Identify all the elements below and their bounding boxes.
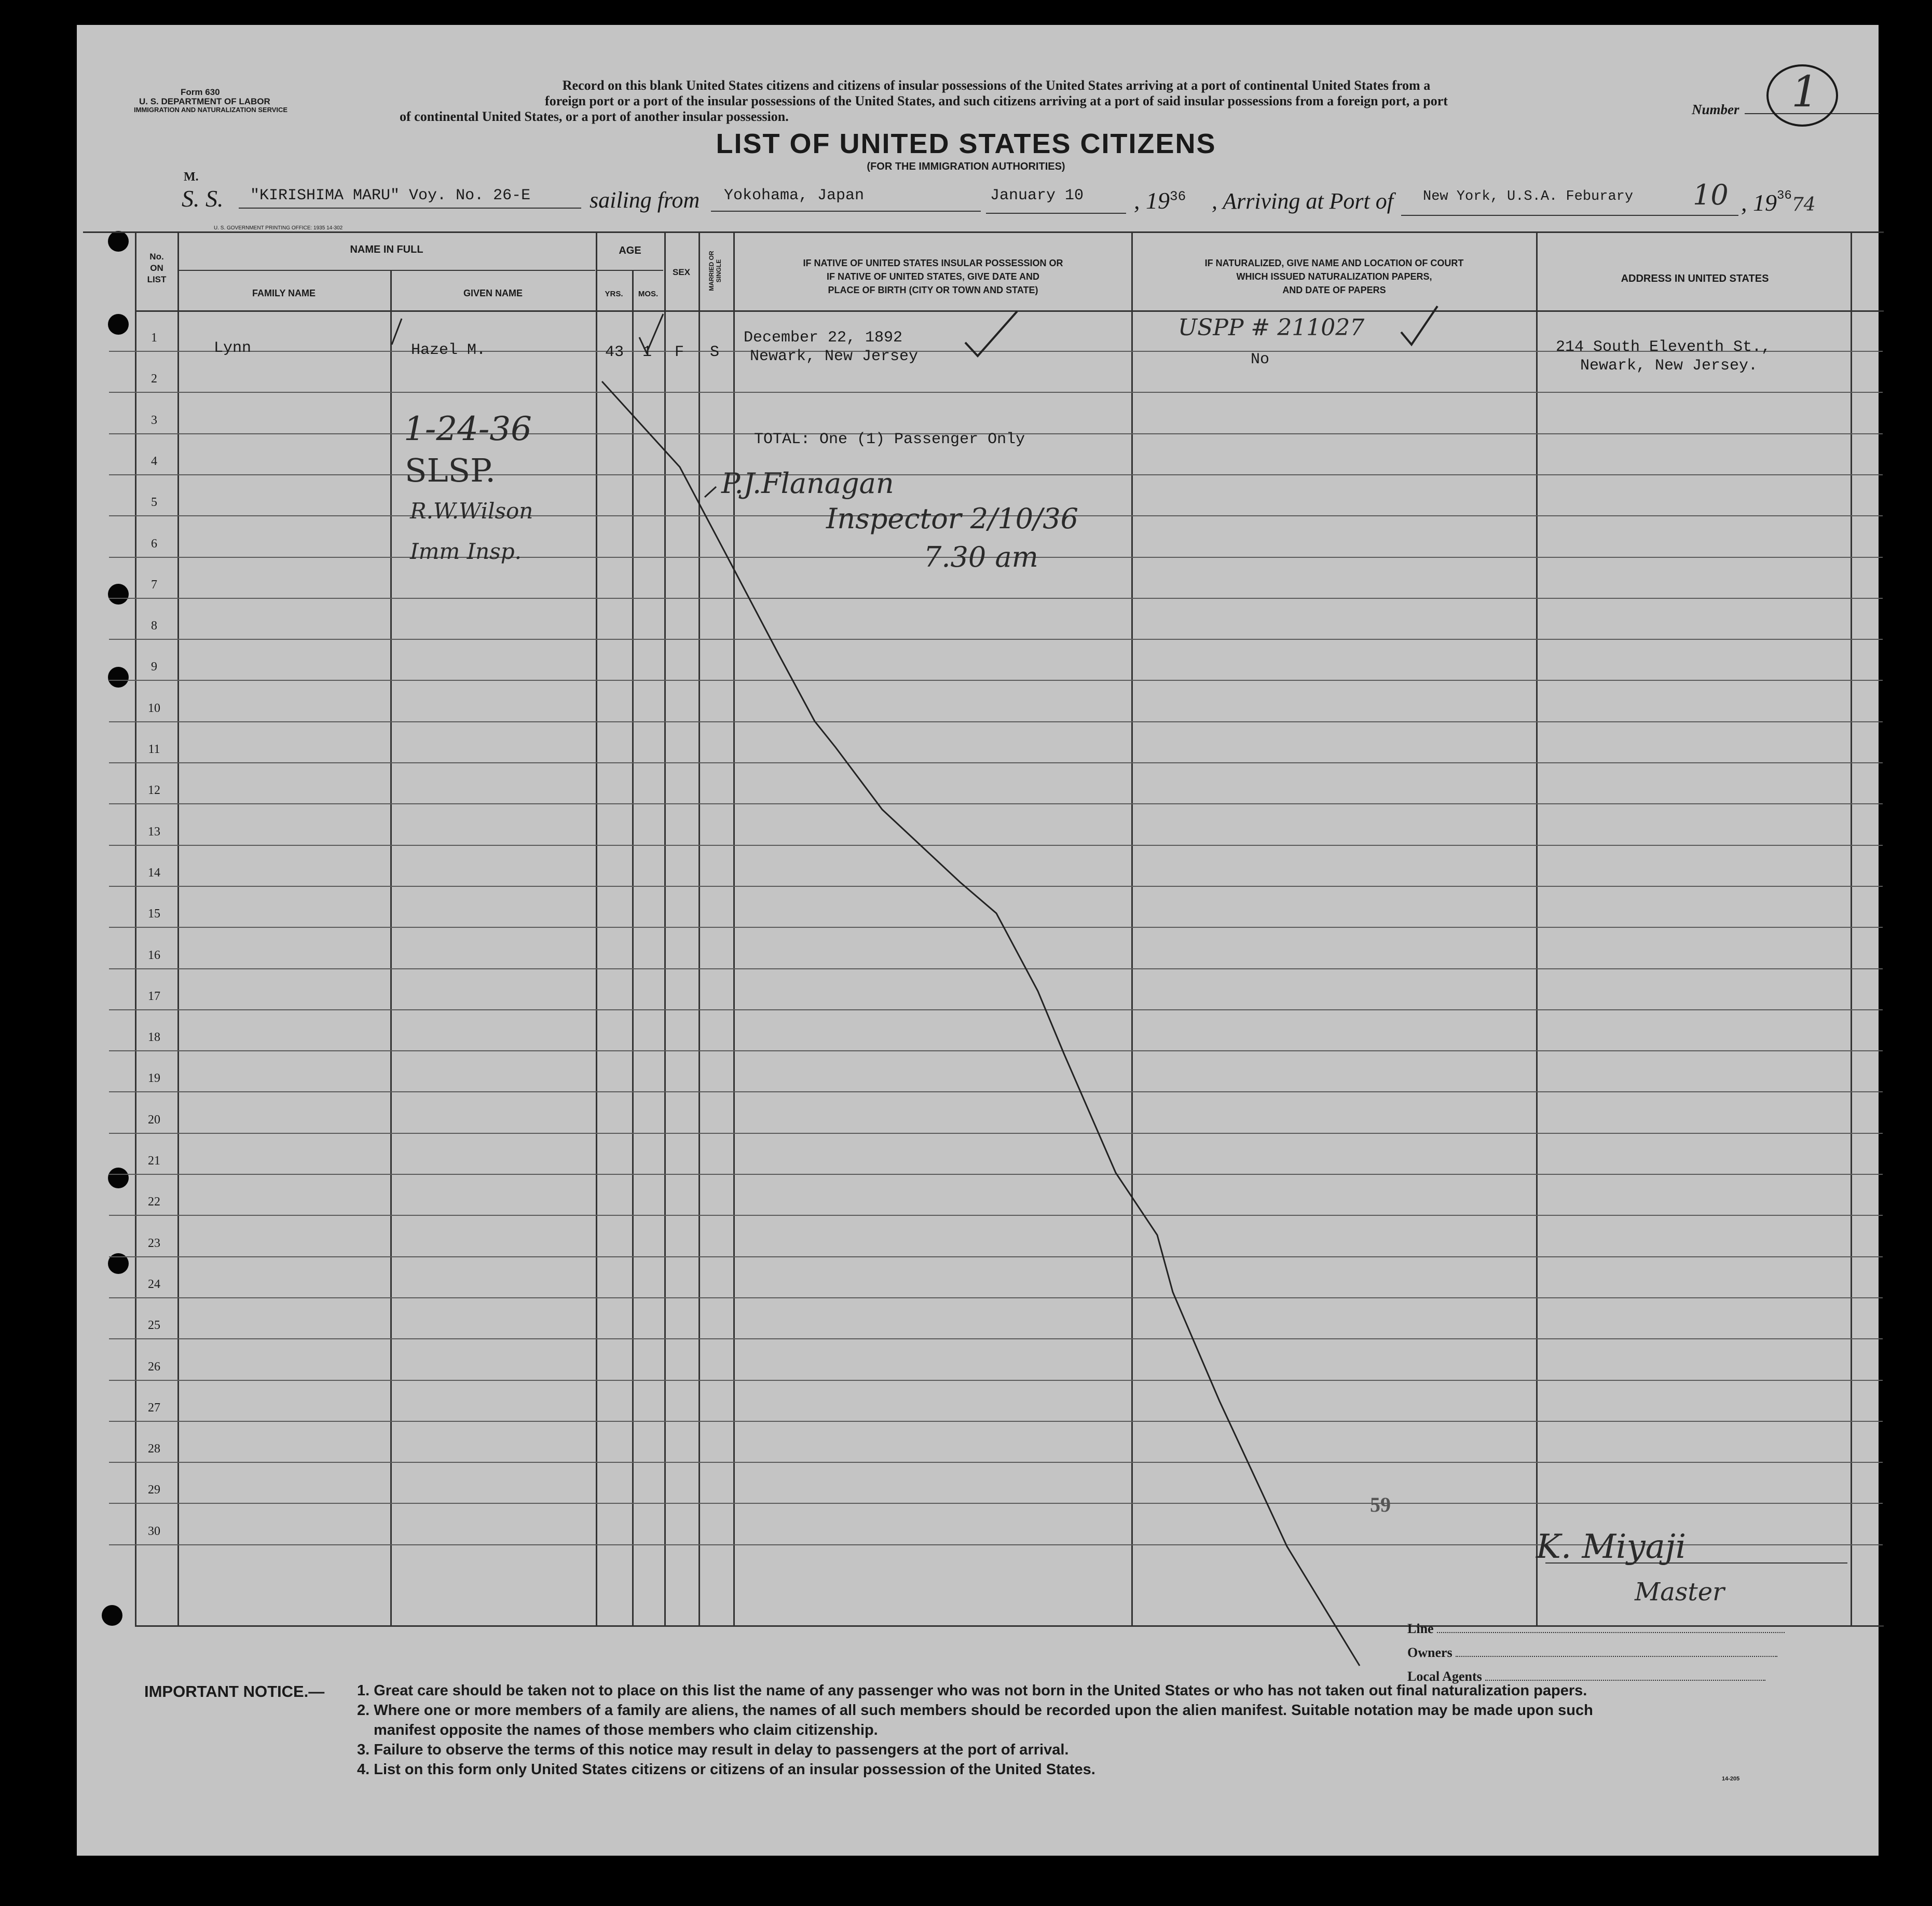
row-number: 14 [148,866,160,880]
header-age: AGE [619,245,641,256]
age-months-cell: 1 [642,344,652,361]
punch-hole [108,314,129,335]
age-years-cell: 43 [605,344,624,361]
number-value: 1 [1791,67,1819,117]
row-number: 11 [148,743,160,756]
given-name-cell: Hazel M. [411,341,486,359]
header-sex: SEX [672,267,691,277]
marital-cell: S [710,344,720,361]
inspection-time: 7.30 am [924,541,1038,573]
row-rule [109,680,1883,681]
row-rule [109,803,1883,804]
naturalized-cell: No [1251,351,1270,368]
number-label: Number [1692,102,1739,117]
header-mos: MOS. [638,290,659,298]
row-rule [109,1462,1883,1463]
column-divider [698,231,700,1625]
intro-text [400,78,1593,125]
handwritten-date: 1-24-36 [404,410,532,448]
arriving-year: , $19^{36}74$ [1741,189,1816,216]
row-number: 30 [148,1524,160,1538]
column-divider [1131,231,1133,1625]
handwritten-title: Imm Insp. [410,539,522,564]
punch-hole [108,584,129,605]
row-number: 15 [148,907,160,921]
row-rule [109,721,1883,722]
row-number: 20 [148,1113,160,1127]
row-rule [109,1380,1883,1381]
row-rule [109,1174,1883,1175]
printer-line: U. S. GOVERNMENT PRINTING OFFICE: 1935 14-302 [214,225,343,231]
arriving-label-text: Arriving at Port of [1223,188,1393,214]
row-rule [109,1215,1883,1216]
notice-code: 14-205 [1722,1776,1740,1782]
header-yrs: YRS. [605,290,623,298]
name-subheader-line [177,270,595,271]
handwritten-name: R.W.Wilson [410,498,533,524]
arriving-label: , Arriving at Port of [1212,188,1393,214]
notice-item-4: 4. List on this form only United States citizens or citizens of an insular possession of the United States. [357,1761,1095,1778]
passport-note: USPP # 211027 [1178,314,1365,341]
sailing-year: , $19^{36}$ [1134,187,1186,214]
header-family-name: FAMILY NAME [252,288,316,298]
row-number: 18 [148,1031,160,1045]
arriving-year-prefix: 19 [1753,189,1777,216]
year-prefix: 19 [1146,187,1170,214]
row-number: 23 [148,1236,160,1250]
notice-item-2b: manifest opposite the names of those members who claim citizenship. [374,1722,878,1738]
arriving-year-suffix: 36 [1777,189,1792,203]
header-given-name: GIVEN NAME [463,288,523,298]
footer-line-label: Line [1407,1621,1434,1636]
row-rule [109,1091,1883,1092]
sailing-from: Yokohama, Japan [724,187,865,204]
intro-line: Record on this blank United States citizens and citizens of insular possessions of the United States arriving at a port of continental United States from a [562,78,1431,93]
row-number: 17 [148,989,160,1003]
row-number: 29 [148,1483,160,1497]
footer-agents-label: Local Agents [1407,1669,1482,1684]
family-name-cell: Lynn [214,339,252,357]
row-rule [109,927,1883,928]
row-number: 4 [151,454,157,468]
year-suffix: 36 [1170,188,1186,204]
total-line: TOTAL: One (1) Passenger Only [754,431,1025,448]
address-line2: Newark, New Jersey. [1580,357,1758,375]
row-number: 19 [148,1072,160,1086]
column-divider [632,270,634,1625]
ship-name: "KIRISHIMA MARU" Voy. No. 26-E [250,187,531,204]
row-rule [109,1421,1883,1422]
handwritten-code: SLSP. [405,451,496,489]
punch-hole [102,1605,122,1626]
punch-hole [108,231,129,252]
department-name: U. S. DEPARTMENT OF LABOR [139,97,270,106]
row-number: 1 [151,331,157,345]
intro-line: foreign port or a port of the insular possessions of the United States, and such citizens arriving at a port of said insular possessions from a foreign port, a port [545,93,1448,108]
birth-place-cell: Newark, New Jersey [750,348,919,365]
column-divider [1536,231,1538,1625]
row-number: 25 [148,1319,160,1333]
row-number: 6 [151,537,157,551]
form-number: Form 630 [181,87,220,97]
row-number: 12 [148,784,160,798]
punch-hole [108,1168,129,1188]
row-rule [109,845,1883,846]
master-signature: K. Miyaji [1536,1528,1687,1566]
row-number: 8 [151,619,157,633]
header-bottom-border [135,310,1884,312]
row-rule [109,762,1883,763]
ss-label: S. S. [182,185,224,212]
form-title: LIST OF UNITED STATES CITIZENS [716,128,1216,159]
row-rule [109,1256,1883,1257]
column-divider [733,231,735,1625]
row-number: 7 [151,578,157,592]
important-notice [144,1682,1857,1807]
port-underline [1401,215,1738,216]
inspector-signature: P.J.Flanagan [721,467,894,500]
row-rule [109,1050,1883,1051]
row-number: 2 [151,372,157,386]
column-divider [596,231,597,1625]
notice-item-1: 1. Great care should be taken not to place on this list the name of any passenger who was not born in the United States or who has not taken out final naturalization papers. [357,1682,1587,1699]
notice-heading: IMPORTANT NOTICE.— [144,1682,325,1701]
intro-line: of continental United States, or a port of another insular possession. [400,109,789,124]
sailing-underline [711,211,981,212]
sex-cell: F [675,344,684,361]
date-underline [986,213,1126,214]
row-rule [109,392,1883,393]
service-name: IMMIGRATION AND NATURALIZATION SERVICE [134,106,288,114]
arriving-year-extra: 74 [1791,194,1816,215]
row-rule [109,1133,1883,1134]
punch-hole [108,667,129,688]
row-rule [109,1009,1883,1010]
inspector-line: Inspector 2/10/36 [826,502,1078,535]
header-no-on-list: No. ON LIST [147,252,167,284]
header-name-in-full: NAME IN FULL [350,244,423,255]
footer-owners-field [1407,1645,1777,1661]
row-number: 9 [151,660,157,674]
master-label: Master [1635,1578,1725,1607]
stamp-number: 59 [1370,1493,1391,1516]
footer-owners-label: Owners [1407,1645,1453,1660]
row-rule [109,598,1883,599]
row-number: 21 [148,1154,160,1168]
column-divider [390,270,392,1625]
row-number: 13 [148,825,160,839]
row-rule [109,1338,1883,1339]
form-subtitle: (FOR THE IMMIGRATION AUTHORITIES) [867,161,1065,172]
row-number: 28 [148,1442,160,1456]
row-number: 5 [151,496,157,510]
header-native: IF NATIVE OF UNITED STATES INSULAR POSSESSION OR IF NATIVE OF UNITED STATES, GIVE DATE AND PLACE OF BIRTH (CITY OR TOWN AND STATE) [803,258,1063,295]
address-line1: 214 South Eleventh St., [1556,338,1771,356]
row-number: 10 [148,701,160,715]
table-top-border [83,231,1884,233]
ss-prefix-m: M. [184,170,199,184]
ship-underline [239,208,581,209]
birth-date-cell: December 22, 1892 [744,329,903,347]
row-number: 22 [148,1195,160,1209]
column-divider [177,231,179,1625]
notice-item-2a: 2. Where one or more members of a family are aliens, the names of all such members should be recorded upon the alien manifest. Suitable notation may be made upon such [357,1702,1593,1719]
age-subheader-line [596,270,663,271]
row-number: 24 [148,1277,160,1291]
header-naturalized: IF NATURALIZED, GIVE NAME AND LOCATION OF COURT WHICH ISSUED NATURALIZATION PAPERS, AND DATE OF PAPERS [1204,258,1464,295]
header-address: ADDRESS IN UNITED STATES [1621,273,1769,284]
row-number: 16 [148,948,160,962]
row-number: 26 [148,1360,160,1374]
column-divider [664,231,666,1625]
sailing-date: January 10 [990,187,1084,204]
row-number: 27 [148,1401,160,1415]
row-rule [109,1297,1883,1298]
column-divider [135,231,136,1625]
row-rule [109,886,1883,887]
row-rule [109,1503,1883,1504]
footer-line-field [1407,1621,1785,1637]
column-divider [1851,231,1852,1625]
sailing-label: sailing from [590,187,700,213]
row-rule [109,474,1883,475]
notice-item-3: 3. Failure to observe the terms of this notice may result in delay to passengers at the port of arrival. [357,1742,1069,1758]
header-married-single: MARRIED OR SINGLE [708,251,722,291]
row-rule [109,639,1883,640]
arriving-port: New York, U.S.A. Feburary [1423,189,1634,204]
row-number: 3 [151,413,157,427]
row-rule [109,968,1883,969]
arriving-day: 10 [1693,179,1729,211]
